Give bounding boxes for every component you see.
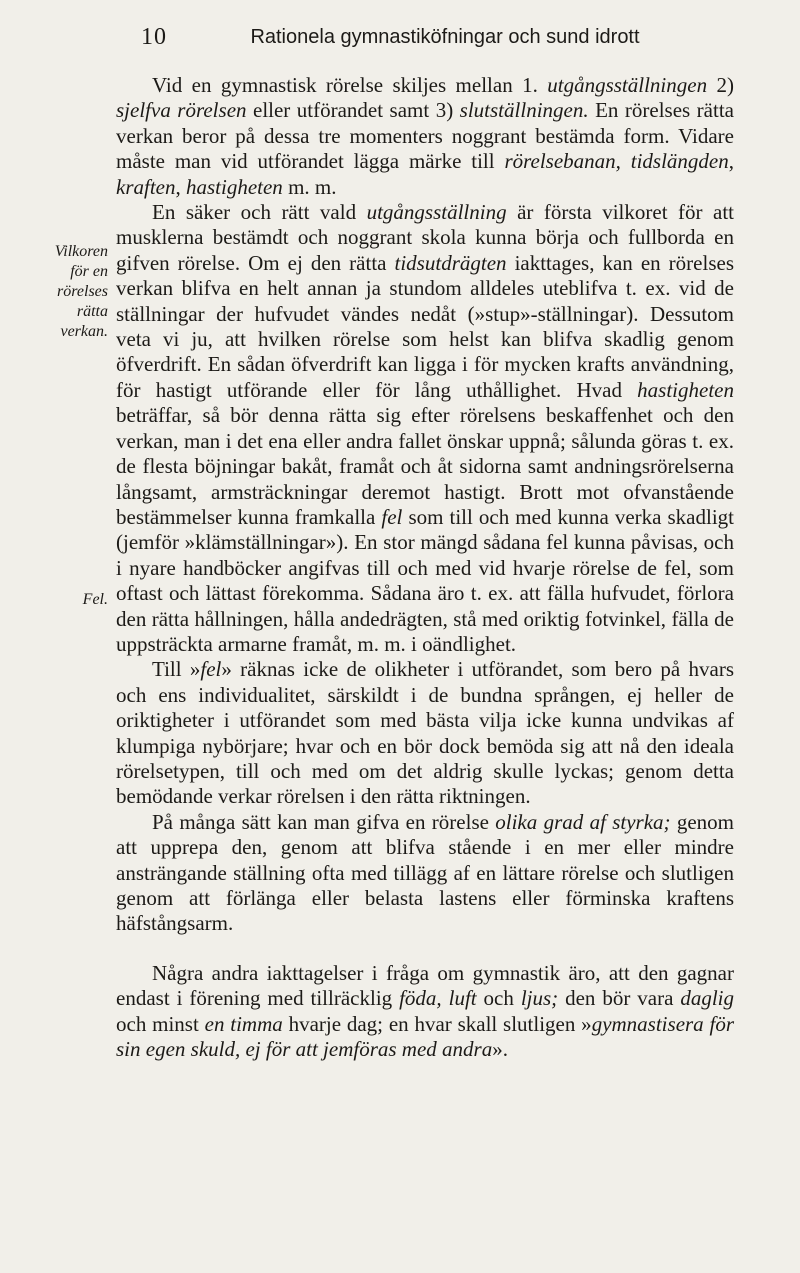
margin-note-line: verkan. xyxy=(60,323,108,340)
margin-note-line: Vilkoren xyxy=(54,243,108,260)
paragraph-3: Till »fel» räknas icke de olikheter i utförandet, som bero på hvars och ens individualitet, särskildt i de bundna sprången, ej heller de oriktigheter i utförandet som med bästa vilja icke kunna undvikas af klumpiga nybörjare; hvar och en bör dock bemöda sig att nå den ideala rörelsetypen, till och med om det aldrig skulle lyckas; genom detta bemödande verkar rörelsen i den rätta riktningen. xyxy=(116,657,734,809)
running-title: Rationela gymnastiköfningar och sund idrott xyxy=(250,26,640,48)
margin-note-line: rörelses xyxy=(57,283,108,300)
margin-note-line: för en xyxy=(70,263,108,280)
paragraph-5: Några andra iakttagelser i fråga om gymnastik äro, att den gagnar endast i förening med tillräcklig föda, luft och ljus; den bör vara daglig och minst en timma hvarje dag; en hvar skall slutligen »gymnastisera för sin egen skuld, ej för att jemföras med andra». xyxy=(116,960,735,1062)
margin-note-fel: Fel. xyxy=(82,591,108,608)
page-header xyxy=(0,24,800,64)
body-text xyxy=(116,73,734,1062)
page-number: 10 xyxy=(141,24,167,50)
paragraph-1: Vid en gymnastisk rörelse skiljes mellan 1. utgångsställningen 2) sjelfva rörelsen eller utförandet samt 3) slutställningen. En rörelses rätta verkan beror på dessa tre momenters noggrant bestämda form. Vidare måste man vid utförandet lägga märke till rörelsebanan, tidslängden, kraften, hastigheten m. m. xyxy=(116,73,734,199)
paragraph-2: En säker och rätt vald utgångsställning är första vilkoret för att musklerna bestämdt och noggrant skola kunna börja och fullborda en gifven rörelse. Om ej den rätta tidsutdrägten iakttages, kan en rörelses verkan blifva en helt annan ja stundom alldeles uteblifva t. ex. vid de ställningar der hufvudet vändes nedåt (»stup»-ställningar). Dessutom veta vi ju, att hvilken rörelse som helst kan blifva skadlig genom öfverdrift. En sådan öfverdrift kan ligga i för mycken krafts användning, för hastigt utförande eller för lång uthållighet. Hvad hastigheten beträffar, så bör denna rätta sig efter rörelsens beskaffenhet och den verkan, man i det ena eller andra fallet önskar uppnå; sålunda göras t. ex. de flesta böjningar bakåt, framåt och åt sidorna samt andningsrörelserna långsamt, armsträckningar deremot hastigt. Brott mot ofvanstående bestämmelser kunna framkalla fel som till och med kunna verka skadligt (jemför »klämställningar»). En stor mängd sådana fel kunna påvisas, och i nyare handböcker angifvas till och med vid hvarje rörelse de fel, som oftast och lättast förekomma. Sådana äro t. ex. att fälla hufvudet, förlora den rätta hållningen, hålla andedrägten, stå med oriktig fotvinkel, fälla de uppsträckta armarne framåt, m. m. i oändlighet. xyxy=(116,200,735,656)
paragraph-4: På många sätt kan man gifva en rörelse olika grad af styrka; genom att upprepa den, genom att blifva stående i en mer eller mindre ansträngande ställning ofta med tillägg af en lättare rörelse och slutligen genom att förlänga eller belasta lastens eller förminska kraftens häfstångsarm. xyxy=(116,809,735,936)
margin-note-vilkoren xyxy=(0,242,108,342)
margin-note-line: rätta xyxy=(76,303,108,320)
